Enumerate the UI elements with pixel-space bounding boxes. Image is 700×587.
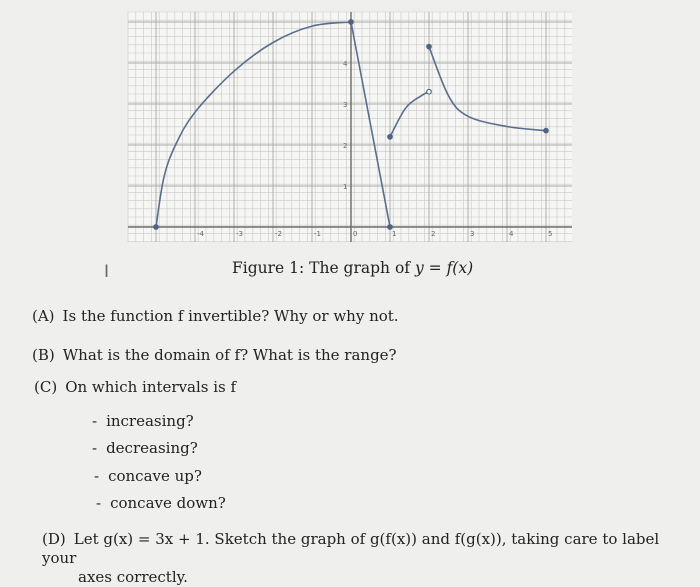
x-tick-label: -4	[197, 230, 204, 238]
x-tick-label: 2	[431, 230, 436, 238]
figure-caption	[232, 259, 473, 277]
x-tick-label: 3	[470, 230, 475, 238]
x-tick-label: -2	[275, 230, 282, 238]
question-a-tag: (A)	[32, 307, 55, 325]
closed-point	[154, 225, 159, 230]
question-a-text: Is the function f invertible? Why or why not.	[62, 307, 399, 325]
y-tick-label: 4	[343, 60, 348, 68]
question-b-tag: (B)	[32, 346, 55, 364]
question-b-text: What is the domain of f? What is the range?	[62, 346, 397, 364]
graph-figure	[0, 0, 700, 250]
closed-point	[388, 225, 393, 230]
closed-point	[427, 44, 432, 49]
x-tick-label: 0	[353, 230, 358, 238]
x-tick-label: -1	[314, 230, 321, 238]
open-point	[427, 89, 432, 94]
question-c-tag: (C)	[34, 378, 58, 396]
question-b	[32, 346, 397, 364]
figure-caption-math: y = f(x)	[414, 259, 474, 277]
y-tick-label: 1	[343, 183, 348, 191]
closed-point	[349, 20, 354, 25]
list-item: - increasing?	[92, 412, 194, 430]
text-cursor-icon: I	[104, 262, 110, 282]
question-d	[42, 530, 692, 587]
list-item: - concave down?	[96, 494, 226, 512]
question-d-line2: axes correctly.	[78, 568, 188, 586]
x-tick-label: 5	[548, 230, 553, 238]
y-tick-label: 2	[343, 142, 348, 150]
y-tick-label: 3	[343, 101, 348, 109]
question-d-line1: Let g(x) = 3x + 1. Sketch the graph of g(f(x)) and f(g(x)), taking care to label your	[42, 530, 660, 567]
question-c-text: On which intervals is f	[65, 378, 237, 396]
figure-caption-prefix: Figure 1: The graph of	[232, 259, 415, 277]
list-item: - decreasing?	[92, 439, 198, 457]
list-item: - concave up?	[94, 467, 202, 485]
x-tick-label: 1	[392, 230, 397, 238]
x-tick-label: -3	[236, 230, 243, 238]
question-c	[34, 378, 236, 396]
question-a	[32, 307, 399, 325]
question-d-tag: (D)	[42, 530, 66, 548]
closed-point	[388, 135, 393, 140]
x-tick-label: 4	[509, 230, 514, 238]
closed-point	[544, 128, 549, 133]
